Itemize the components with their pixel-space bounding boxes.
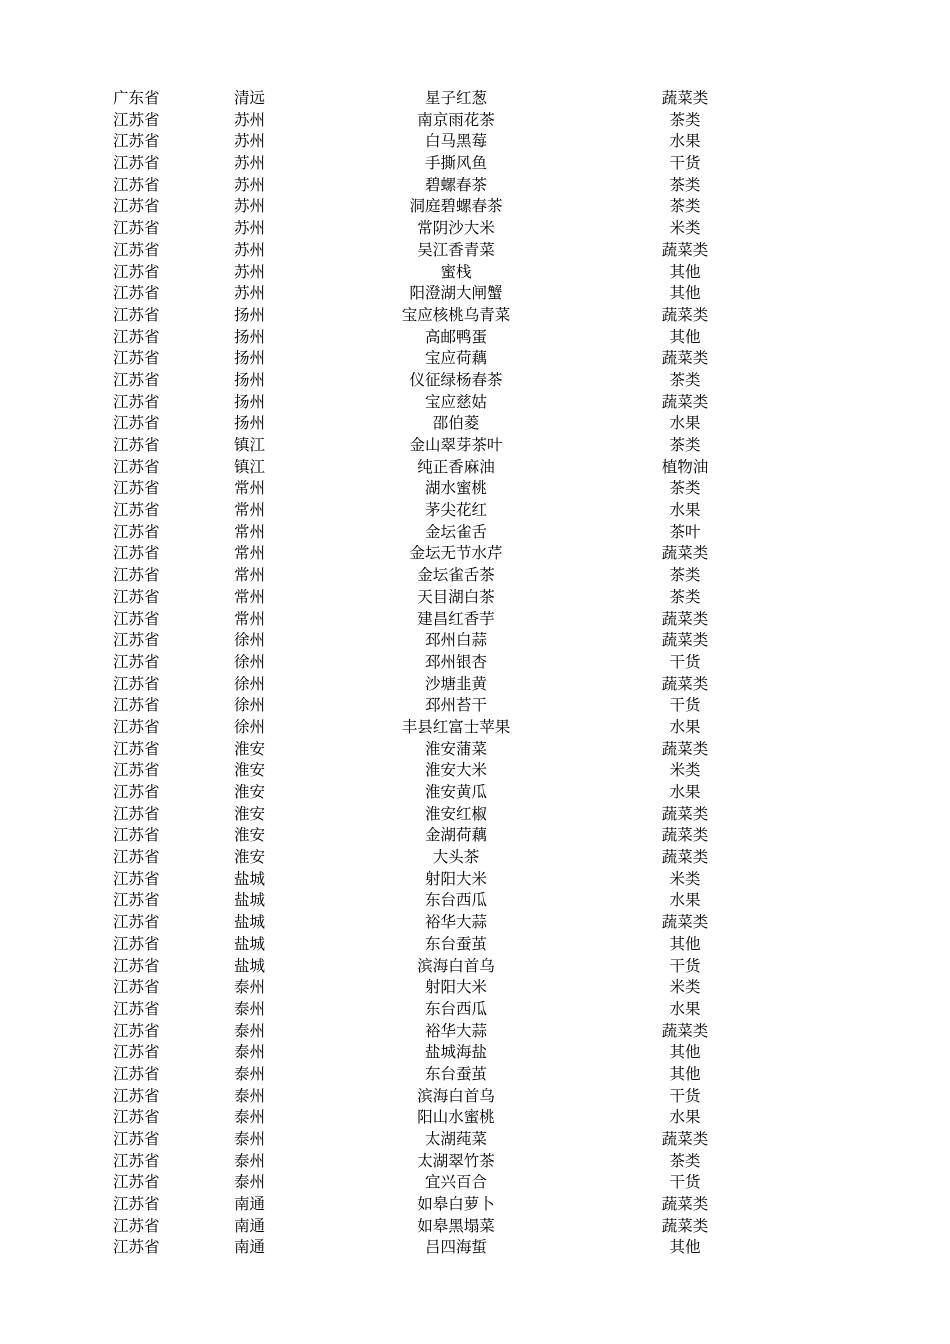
province-cell: 江苏省 — [113, 501, 160, 520]
city-cell: 淮安 — [234, 804, 266, 823]
product-cell: 湖水蜜桃 — [424, 479, 488, 498]
product-cell: 东台西瓜 — [424, 891, 488, 910]
city-cell: 泰州 — [234, 1021, 266, 1040]
table-row — [0, 283, 950, 305]
product-cell: 吴江香青菜 — [417, 240, 495, 259]
city-cell: 扬州 — [234, 392, 266, 411]
table-row — [0, 413, 950, 435]
table-row — [0, 825, 950, 847]
table-row — [0, 912, 950, 934]
city-cell: 泰州 — [234, 999, 266, 1018]
province-cell: 江苏省 — [113, 1195, 160, 1214]
city-cell: 泰州 — [234, 1151, 266, 1170]
category-cell: 干货 — [669, 652, 701, 671]
province-cell: 江苏省 — [113, 1173, 160, 1192]
table-row — [0, 435, 950, 457]
province-cell: 江苏省 — [113, 1086, 160, 1105]
province-cell: 江苏省 — [113, 891, 160, 910]
city-cell: 泰州 — [234, 978, 266, 997]
city-cell: 泰州 — [234, 1043, 266, 1062]
table-row — [0, 565, 950, 587]
table-row — [0, 370, 950, 392]
category-cell: 茶类 — [669, 175, 701, 194]
product-cell: 碧螺春茶 — [424, 175, 488, 194]
product-cell: 盐城海盐 — [424, 1043, 488, 1062]
city-cell: 苏州 — [234, 219, 266, 238]
table-row — [0, 175, 950, 197]
category-cell: 蔬菜类 — [661, 674, 709, 693]
product-cell: 射阳大米 — [424, 869, 488, 888]
table-row — [0, 1151, 950, 1173]
province-cell: 江苏省 — [113, 522, 160, 541]
province-cell: 江苏省 — [113, 826, 160, 845]
product-cell: 宝应荷藕 — [424, 349, 488, 368]
province-cell: 广东省 — [113, 89, 160, 107]
province-cell: 江苏省 — [113, 1216, 160, 1235]
province-cell: 江苏省 — [113, 392, 160, 411]
category-cell: 茶类 — [669, 1151, 701, 1170]
city-cell: 泰州 — [234, 1086, 266, 1105]
table-row — [0, 1237, 950, 1259]
city-cell: 泰州 — [234, 1173, 266, 1192]
city-cell: 南通 — [234, 1238, 266, 1257]
product-cell: 洞庭碧螺春茶 — [409, 197, 503, 216]
table-row — [0, 1216, 950, 1238]
product-cell: 滨海白首乌 — [417, 1086, 495, 1105]
city-cell: 扬州 — [234, 305, 266, 324]
city-cell: 淮安 — [234, 783, 266, 801]
city-cell: 盐城 — [234, 913, 266, 932]
category-cell: 干货 — [669, 154, 701, 173]
table-row — [0, 196, 950, 218]
category-cell: 水果 — [669, 501, 701, 520]
city-cell: 清远 — [234, 89, 266, 107]
province-cell: 江苏省 — [113, 631, 160, 650]
table-row — [0, 652, 950, 674]
city-cell: 常州 — [234, 566, 266, 585]
category-cell: 茶叶 — [669, 522, 701, 541]
city-cell: 盐城 — [234, 934, 266, 953]
city-cell: 镇江 — [234, 457, 266, 476]
province-cell: 江苏省 — [113, 609, 160, 628]
province-cell: 江苏省 — [113, 110, 160, 129]
category-cell: 蔬菜类 — [661, 631, 709, 650]
province-cell: 江苏省 — [113, 1108, 160, 1127]
table-row — [0, 392, 950, 414]
category-cell: 水果 — [669, 783, 701, 801]
city-cell: 常州 — [234, 501, 266, 520]
city-cell: 苏州 — [234, 262, 266, 281]
product-cell: 丰县红富士苹果 — [401, 717, 511, 736]
province-cell: 江苏省 — [113, 739, 160, 758]
category-cell: 蔬菜类 — [661, 739, 709, 758]
province-cell: 江苏省 — [113, 219, 160, 238]
product-cell: 阳山水蜜桃 — [417, 1108, 495, 1127]
table-row — [0, 131, 950, 153]
product-cell: 东台蚕茧 — [424, 934, 488, 953]
province-cell: 江苏省 — [113, 652, 160, 671]
category-cell: 蔬菜类 — [661, 1216, 709, 1235]
product-cell: 蜜栈 — [440, 262, 472, 281]
product-table — [0, 88, 950, 1259]
province-cell: 江苏省 — [113, 1021, 160, 1040]
province-cell: 江苏省 — [113, 978, 160, 997]
product-cell: 金坛雀舌茶 — [417, 566, 495, 585]
province-cell: 江苏省 — [113, 848, 160, 867]
city-cell: 扬州 — [234, 370, 266, 389]
province-cell: 江苏省 — [113, 436, 160, 454]
table-row — [0, 869, 950, 891]
product-cell: 常阴沙大米 — [417, 219, 495, 238]
product-cell: 邳州苔干 — [424, 696, 488, 715]
province-cell: 江苏省 — [113, 1064, 160, 1083]
city-cell: 盐城 — [234, 891, 266, 910]
category-cell: 植物油 — [661, 457, 709, 476]
category-cell: 米类 — [669, 761, 701, 780]
product-cell: 吕四海蜇 — [424, 1238, 488, 1257]
product-cell: 建昌红香芋 — [417, 609, 495, 628]
product-cell: 手撕风鱼 — [424, 154, 488, 173]
product-cell: 高邮鸭蛋 — [424, 327, 488, 346]
province-cell: 江苏省 — [113, 783, 160, 801]
province-cell: 江苏省 — [113, 349, 160, 368]
product-cell: 淮安大米 — [424, 761, 488, 780]
table-row — [0, 587, 950, 609]
table-row — [0, 543, 950, 565]
city-cell: 淮安 — [234, 848, 266, 867]
province-cell: 江苏省 — [113, 587, 160, 606]
city-cell: 常州 — [234, 544, 266, 563]
city-cell: 徐州 — [234, 674, 266, 693]
table-row — [0, 500, 950, 522]
category-cell: 蔬菜类 — [661, 89, 709, 107]
product-cell: 邳州白蒜 — [424, 631, 488, 650]
table-row — [0, 1129, 950, 1151]
category-cell: 水果 — [669, 999, 701, 1018]
province-cell: 江苏省 — [113, 132, 160, 151]
table-row — [0, 890, 950, 912]
city-cell: 淮安 — [234, 761, 266, 780]
table-row — [0, 674, 950, 696]
table-row — [0, 999, 950, 1021]
table-row — [0, 717, 950, 739]
province-cell: 江苏省 — [113, 956, 160, 975]
product-cell: 淮安红椒 — [424, 804, 488, 823]
province-cell: 江苏省 — [113, 1151, 160, 1170]
city-cell: 苏州 — [234, 240, 266, 259]
city-cell: 南通 — [234, 1216, 266, 1235]
category-cell: 茶类 — [669, 436, 701, 454]
product-cell: 如皋黑塌菜 — [417, 1216, 495, 1235]
table-row — [0, 1107, 950, 1129]
product-cell: 射阳大米 — [424, 978, 488, 997]
product-cell: 太湖莼菜 — [424, 1130, 488, 1148]
city-cell: 扬州 — [234, 327, 266, 346]
category-cell: 蔬菜类 — [661, 609, 709, 628]
product-cell: 宝应慈姑 — [424, 392, 488, 411]
product-cell: 茅尖花红 — [424, 501, 488, 520]
table-row — [0, 695, 950, 717]
category-cell: 茶类 — [669, 197, 701, 216]
category-cell: 干货 — [669, 1086, 701, 1105]
city-cell: 南通 — [234, 1195, 266, 1214]
table-row — [0, 782, 950, 804]
product-cell: 宝应核桃乌青菜 — [401, 305, 511, 324]
city-cell: 盐城 — [234, 869, 266, 888]
province-cell: 江苏省 — [113, 154, 160, 173]
product-cell: 太湖翠竹茶 — [417, 1151, 495, 1170]
city-cell: 扬州 — [234, 349, 266, 368]
category-cell: 蔬菜类 — [661, 544, 709, 563]
category-cell: 干货 — [669, 956, 701, 975]
category-cell: 茶类 — [669, 566, 701, 585]
category-cell: 蔬菜类 — [661, 305, 709, 324]
table-row — [0, 305, 950, 327]
category-cell: 水果 — [669, 891, 701, 910]
table-row — [0, 478, 950, 500]
city-cell: 泰州 — [234, 1130, 266, 1148]
product-cell: 天目湖白茶 — [417, 587, 495, 606]
product-cell: 金山翠芽茶叶 — [409, 436, 503, 454]
category-cell: 水果 — [669, 414, 701, 433]
product-cell: 仪征绿杨春茶 — [409, 370, 503, 389]
category-cell: 蔬菜类 — [661, 848, 709, 867]
table-row — [0, 522, 950, 544]
category-cell: 茶类 — [669, 370, 701, 389]
category-cell: 米类 — [669, 978, 701, 997]
province-cell: 江苏省 — [113, 804, 160, 823]
table-row — [0, 760, 950, 782]
table-row — [0, 934, 950, 956]
table-row — [0, 88, 950, 110]
table-row — [0, 804, 950, 826]
table-row — [0, 153, 950, 175]
city-cell: 扬州 — [234, 414, 266, 433]
product-cell: 金坛无节水芹 — [409, 544, 503, 563]
table-row — [0, 956, 950, 978]
city-cell: 徐州 — [234, 652, 266, 671]
table-row — [0, 1042, 950, 1064]
city-cell: 常州 — [234, 479, 266, 498]
province-cell: 江苏省 — [113, 674, 160, 693]
province-cell: 江苏省 — [113, 761, 160, 780]
category-cell: 蔬菜类 — [661, 392, 709, 411]
category-cell: 其他 — [669, 934, 701, 953]
category-cell: 蔬菜类 — [661, 1130, 709, 1148]
product-cell: 星子红葱 — [424, 89, 488, 107]
table-row — [0, 110, 950, 132]
table-row — [0, 1021, 950, 1043]
province-cell: 江苏省 — [113, 305, 160, 324]
category-cell: 干货 — [669, 696, 701, 715]
category-cell: 茶类 — [669, 479, 701, 498]
province-cell: 江苏省 — [113, 999, 160, 1018]
city-cell: 苏州 — [234, 110, 266, 129]
province-cell: 江苏省 — [113, 934, 160, 953]
product-cell: 沙塘韭黄 — [424, 674, 488, 693]
category-cell: 其他 — [669, 262, 701, 281]
province-cell: 江苏省 — [113, 479, 160, 498]
category-cell: 蔬菜类 — [661, 1021, 709, 1040]
category-cell: 干货 — [669, 1173, 701, 1192]
product-cell: 宜兴百合 — [424, 1173, 488, 1192]
category-cell: 茶类 — [669, 587, 701, 606]
category-cell: 米类 — [669, 869, 701, 888]
product-cell: 滨海白首乌 — [417, 956, 495, 975]
table-row — [0, 348, 950, 370]
city-cell: 苏州 — [234, 154, 266, 173]
product-cell: 裕华大蒜 — [424, 1021, 488, 1040]
product-cell: 淮安蒲菜 — [424, 739, 488, 758]
table-row — [0, 240, 950, 262]
province-cell: 江苏省 — [113, 414, 160, 433]
city-cell: 淮安 — [234, 739, 266, 758]
city-cell: 苏州 — [234, 132, 266, 151]
city-cell: 常州 — [234, 609, 266, 628]
table-row — [0, 327, 950, 349]
table-row — [0, 1086, 950, 1108]
category-cell: 其他 — [669, 1064, 701, 1083]
category-cell: 水果 — [669, 132, 701, 151]
product-cell: 东台蚕茧 — [424, 1064, 488, 1083]
category-cell: 蔬菜类 — [661, 913, 709, 932]
province-cell: 江苏省 — [113, 240, 160, 259]
province-cell: 江苏省 — [113, 696, 160, 715]
table-row — [0, 1194, 950, 1216]
product-cell: 南京雨花茶 — [417, 110, 495, 129]
table-row — [0, 218, 950, 240]
province-cell: 江苏省 — [113, 544, 160, 563]
province-cell: 江苏省 — [113, 1043, 160, 1062]
product-cell: 如皋白萝卜 — [417, 1195, 495, 1214]
table-row — [0, 739, 950, 761]
city-cell: 徐州 — [234, 717, 266, 736]
product-cell: 东台西瓜 — [424, 999, 488, 1018]
city-cell: 泰州 — [234, 1108, 266, 1127]
city-cell: 镇江 — [234, 436, 266, 454]
category-cell: 蔬菜类 — [661, 1195, 709, 1214]
city-cell: 常州 — [234, 522, 266, 541]
category-cell: 蔬菜类 — [661, 240, 709, 259]
city-cell: 盐城 — [234, 956, 266, 975]
city-cell: 徐州 — [234, 696, 266, 715]
city-cell: 泰州 — [234, 1064, 266, 1083]
product-cell: 裕华大蒜 — [424, 913, 488, 932]
province-cell: 江苏省 — [113, 913, 160, 932]
table-row — [0, 1172, 950, 1194]
city-cell: 常州 — [234, 587, 266, 606]
product-cell: 金坛雀舌 — [424, 522, 488, 541]
category-cell: 水果 — [669, 717, 701, 736]
table-row — [0, 262, 950, 284]
category-cell: 米类 — [669, 219, 701, 238]
province-cell: 江苏省 — [113, 175, 160, 194]
city-cell: 淮安 — [234, 826, 266, 845]
province-cell: 江苏省 — [113, 197, 160, 216]
city-cell: 苏州 — [234, 284, 266, 303]
province-cell: 江苏省 — [113, 869, 160, 888]
table-row — [0, 1064, 950, 1086]
table-row — [0, 457, 950, 479]
category-cell: 蔬菜类 — [661, 826, 709, 845]
table-row — [0, 847, 950, 869]
province-cell: 江苏省 — [113, 1130, 160, 1148]
product-cell: 大头茶 — [432, 848, 480, 867]
category-cell: 其他 — [669, 1238, 701, 1257]
product-cell: 邳州银杏 — [424, 652, 488, 671]
product-cell: 金湖荷藕 — [424, 826, 488, 845]
category-cell: 蔬菜类 — [661, 804, 709, 823]
category-cell: 茶类 — [669, 110, 701, 129]
province-cell: 江苏省 — [113, 457, 160, 476]
province-cell: 江苏省 — [113, 717, 160, 736]
product-cell: 纯正香麻油 — [417, 457, 495, 476]
table-row — [0, 630, 950, 652]
product-cell: 邵伯菱 — [432, 414, 480, 433]
category-cell: 蔬菜类 — [661, 349, 709, 368]
category-cell: 水果 — [669, 1108, 701, 1127]
city-cell: 徐州 — [234, 631, 266, 650]
province-cell: 江苏省 — [113, 327, 160, 346]
category-cell: 其他 — [669, 327, 701, 346]
category-cell: 其他 — [669, 284, 701, 303]
product-cell: 白马黑莓 — [424, 132, 488, 151]
product-cell: 阳澄湖大闸蟹 — [409, 284, 503, 303]
province-cell: 江苏省 — [113, 284, 160, 303]
city-cell: 苏州 — [234, 197, 266, 216]
city-cell: 苏州 — [234, 175, 266, 194]
province-cell: 江苏省 — [113, 566, 160, 585]
province-cell: 江苏省 — [113, 1238, 160, 1257]
category-cell: 其他 — [669, 1043, 701, 1062]
product-cell: 淮安黄瓜 — [424, 783, 488, 801]
province-cell: 江苏省 — [113, 262, 160, 281]
table-row — [0, 977, 950, 999]
table-row — [0, 609, 950, 631]
province-cell: 江苏省 — [113, 370, 160, 389]
